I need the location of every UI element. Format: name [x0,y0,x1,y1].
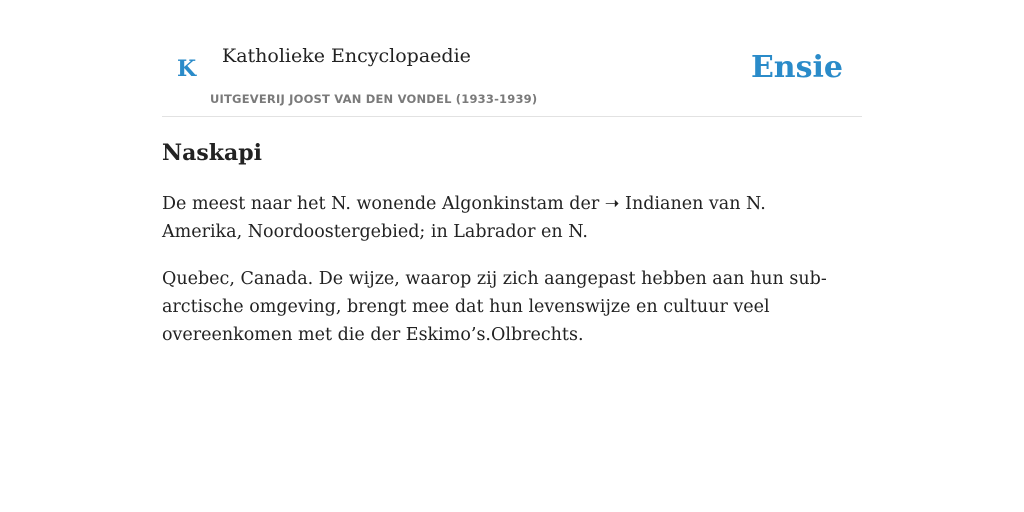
article-title: Naskapi [162,140,262,166]
encyclopedia-title[interactable]: Katholieke Encyclopaedie [222,45,471,67]
publisher-label: UITGEVERIJ JOOST VAN DEN VONDEL (1933-1939) [210,92,538,106]
article [162,140,842,368]
ensie-logo[interactable]: Ensie [750,50,843,85]
indianen-link[interactable]: Indianen van N. Amerika [162,194,766,243]
paragraph-1-text-start: De meest naar het N. wonende Algonkinstam der [162,194,605,215]
article-paragraph-2: Quebec, Canada. De wijze, waarop zij zich aangepast hebben aan hun sub-arctische omgeving, brengt mee dat hun levenswijze en cultuur veel overeenkomen met die der Eskimo’s.Olbrechts. [162,269,827,346]
paragraph-1-text-end: , Noordoostergebied; in Labrador en N. [236,222,588,243]
site-header [162,36,862,117]
encyclopedia-logo[interactable]: K [177,56,197,82]
link-arrow-icon: ➝ [604,194,620,215]
article-paragraph-1 [162,190,842,246]
